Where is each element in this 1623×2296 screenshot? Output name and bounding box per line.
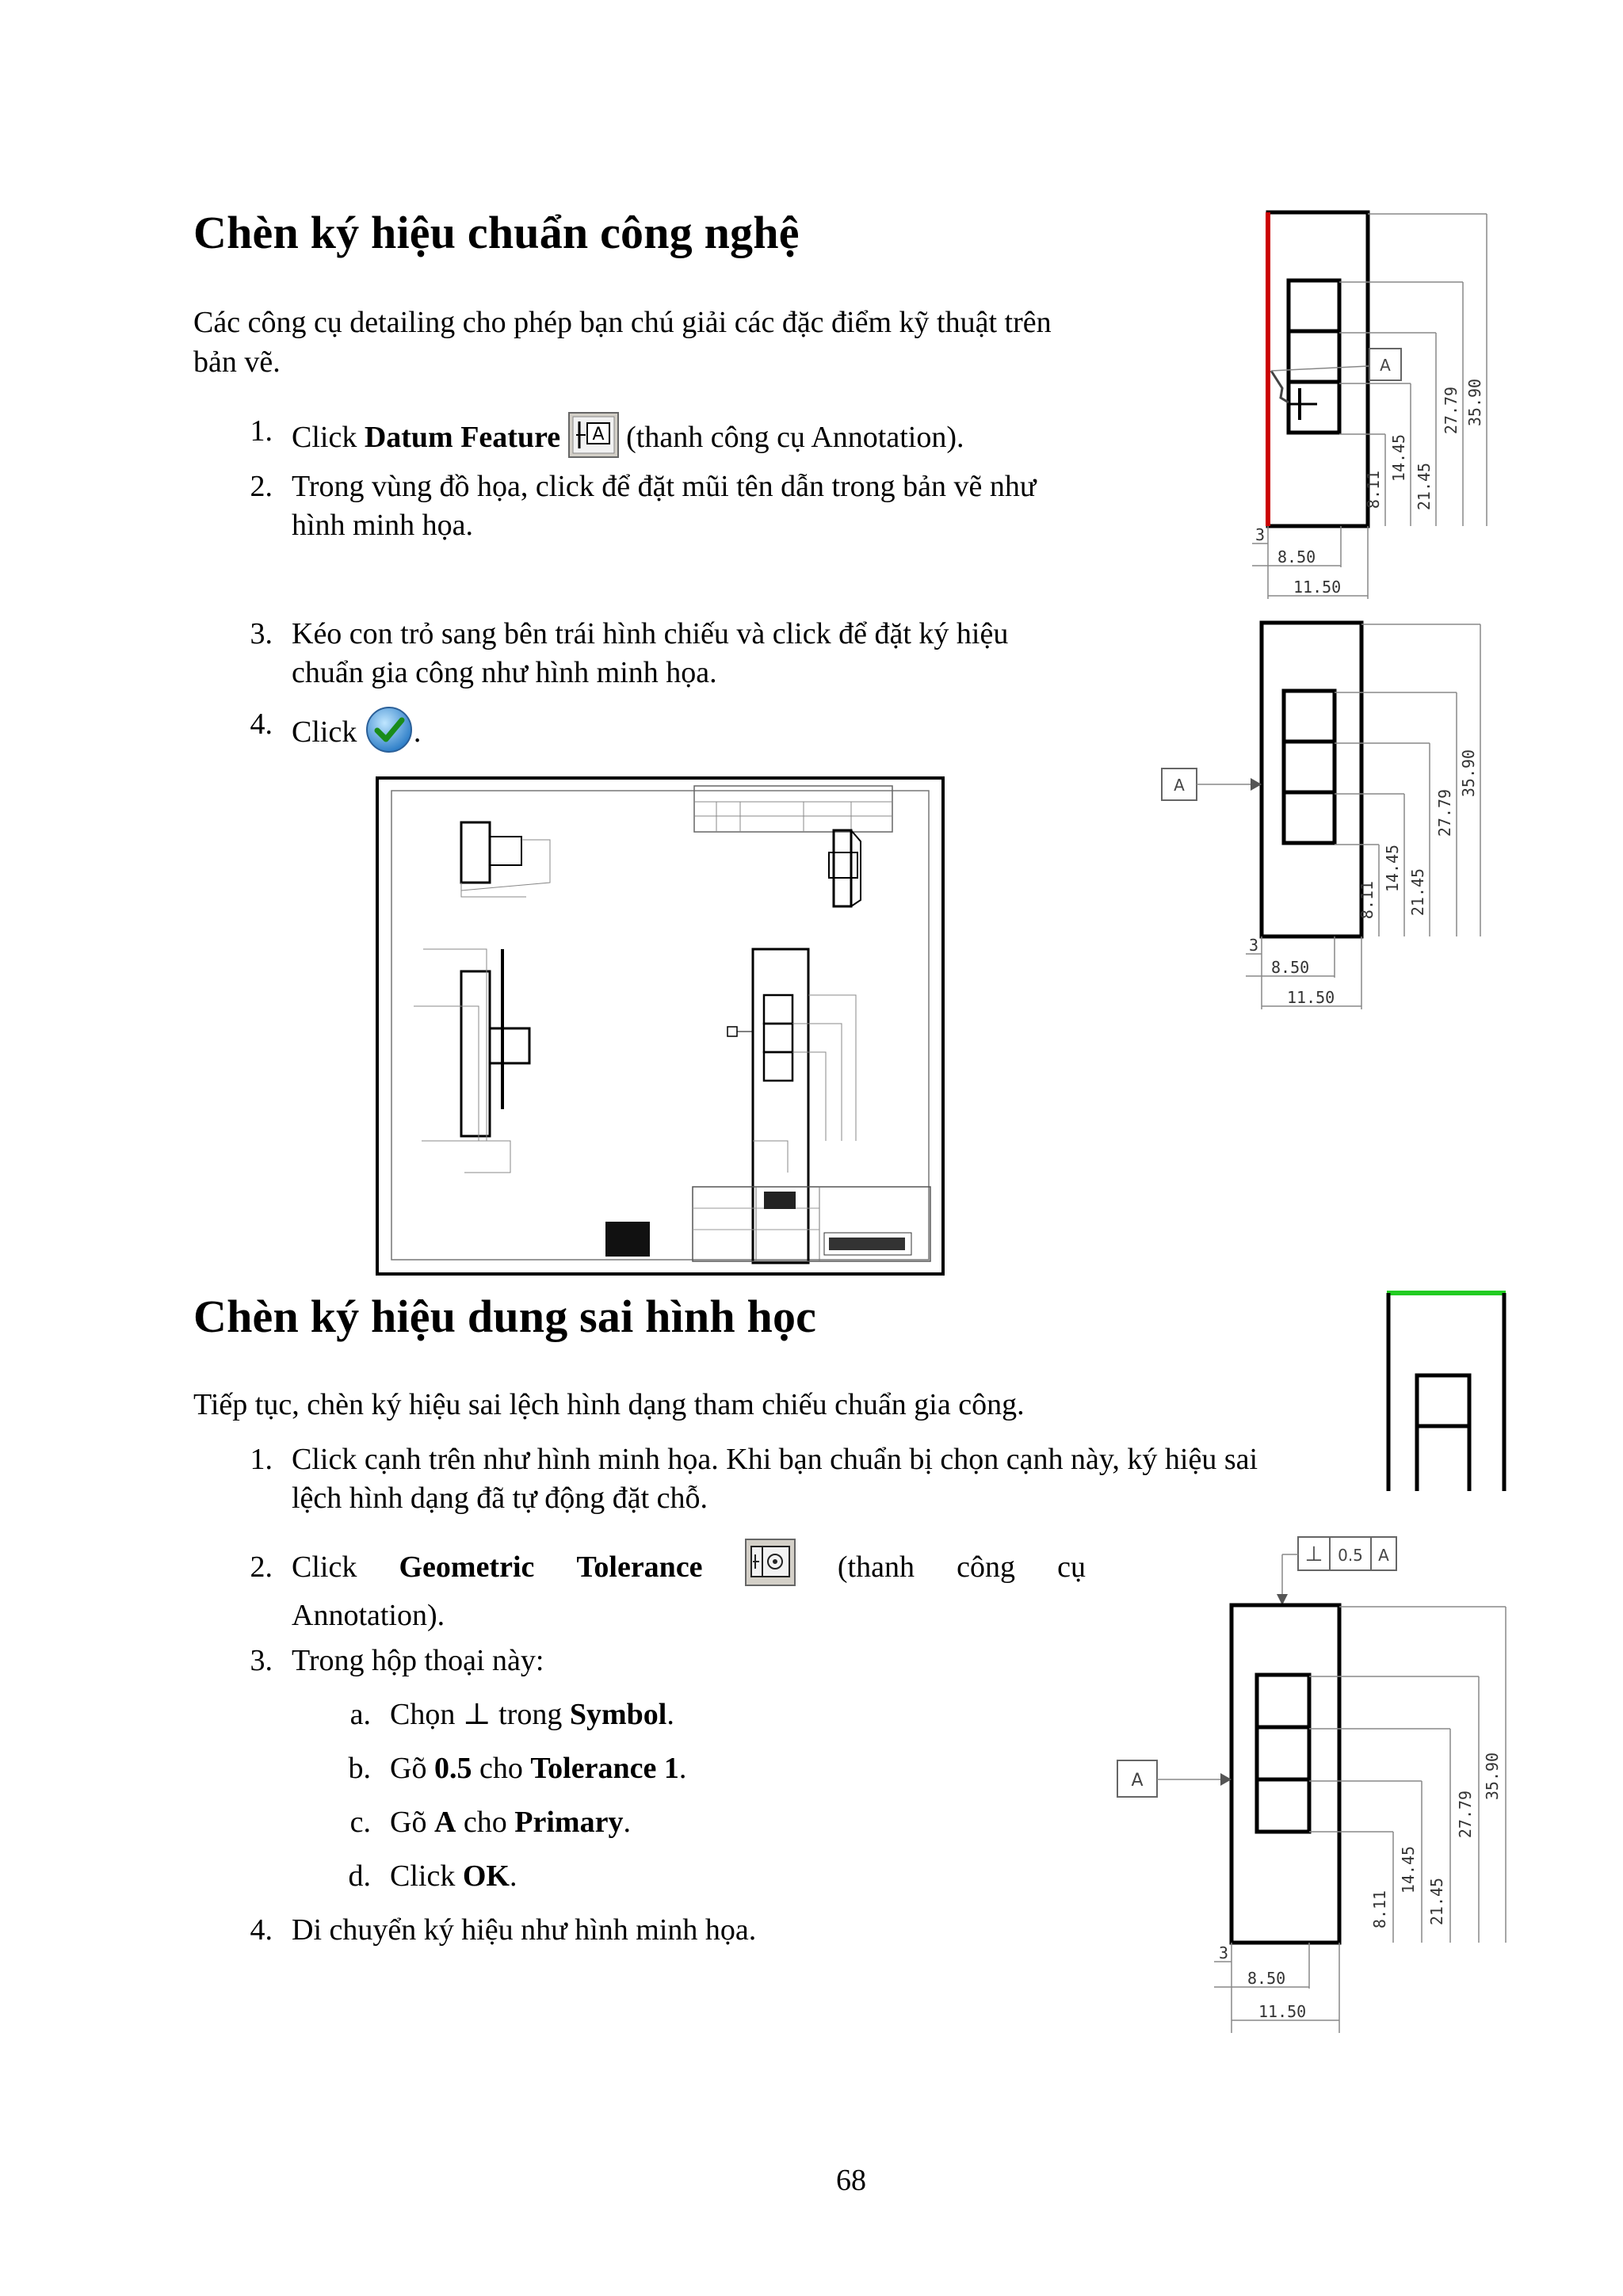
- svg-text:14.45: 14.45: [1383, 844, 1402, 893]
- svg-text:A: A: [592, 425, 605, 444]
- intro-line-1: Các công cụ detailing cho phép bạn chú giải các đặc điểm kỹ thuật trên: [193, 306, 1052, 339]
- datum-a-label: A: [1380, 356, 1391, 375]
- svg-text:21.45: 21.45: [1427, 1877, 1446, 1926]
- intro-line-2: bản vẽ.: [193, 345, 281, 379]
- svg-text:A: A: [1174, 776, 1185, 795]
- section1-intro: [193, 303, 1128, 382]
- svg-text:35.90: 35.90: [1459, 749, 1478, 798]
- s1-step-1: 1. Click Datum Feature A (thanh công cụ Annotation).: [193, 412, 1128, 456]
- svg-text:35.90: 35.90: [1483, 1752, 1502, 1801]
- figure-drawing-sheet: [376, 776, 945, 1276]
- svg-text:3: 3: [1255, 525, 1266, 544]
- figure-datum-edge-selected: [1243, 204, 1515, 601]
- svg-text:14.45: 14.45: [1389, 433, 1408, 482]
- page-number: 68: [836, 2164, 866, 2197]
- svg-text:21.45: 21.45: [1415, 462, 1434, 511]
- svg-text:11.50: 11.50: [1258, 2002, 1307, 2021]
- figure-datum-placed: [1157, 615, 1515, 1011]
- figure-geometric-tolerance-placed: [1113, 1529, 1515, 2036]
- svg-text:35.90: 35.90: [1465, 378, 1484, 427]
- svg-text:3: 3: [1219, 1943, 1229, 1962]
- perpendicularity-symbol-icon: ⊥: [462, 1698, 491, 1731]
- svg-text:A: A: [1378, 1546, 1389, 1565]
- svg-text:0.5: 0.5: [1338, 1546, 1363, 1565]
- svg-text:14.45: 14.45: [1399, 1845, 1418, 1894]
- s1-step-4: 4. Click .: [193, 705, 669, 761]
- figure-top-edge-selected: [1382, 1287, 1509, 1493]
- svg-text:11.50: 11.50: [1287, 988, 1335, 1007]
- svg-text:8.11: 8.11: [1370, 1890, 1389, 1929]
- fcf-perpendicular-symbol: ⊥: [1304, 1543, 1323, 1566]
- svg-text:27.79: 27.79: [1442, 386, 1461, 435]
- svg-text:A: A: [1131, 1771, 1144, 1791]
- section1-title: Chèn ký hiệu chuẩn công nghệ: [193, 207, 800, 258]
- svg-text:8.11: 8.11: [1364, 470, 1383, 509]
- svg-text:3: 3: [1249, 936, 1259, 955]
- svg-text:21.45: 21.45: [1408, 868, 1427, 917]
- svg-text:27.79: 27.79: [1456, 1790, 1475, 1839]
- section2-title: Chèn ký hiệu dung sai hình học: [193, 1291, 817, 1342]
- svg-text:8.50: 8.50: [1247, 1969, 1286, 1988]
- datum-feature-icon[interactable]: [568, 412, 619, 468]
- geometric-tolerance-icon[interactable]: [745, 1539, 796, 1596]
- section2-intro: Tiếp tục, chèn ký hiệu sai lệch hình dạng tham chiếu chuẩn gia công.: [193, 1388, 1025, 1421]
- svg-text:8.50: 8.50: [1271, 958, 1310, 977]
- svg-text:8.50: 8.50: [1277, 547, 1316, 566]
- svg-text:11.50: 11.50: [1293, 578, 1342, 597]
- svg-text:8.11: 8.11: [1358, 880, 1377, 920]
- svg-text:27.79: 27.79: [1435, 788, 1454, 837]
- ok-check-icon[interactable]: [365, 705, 414, 765]
